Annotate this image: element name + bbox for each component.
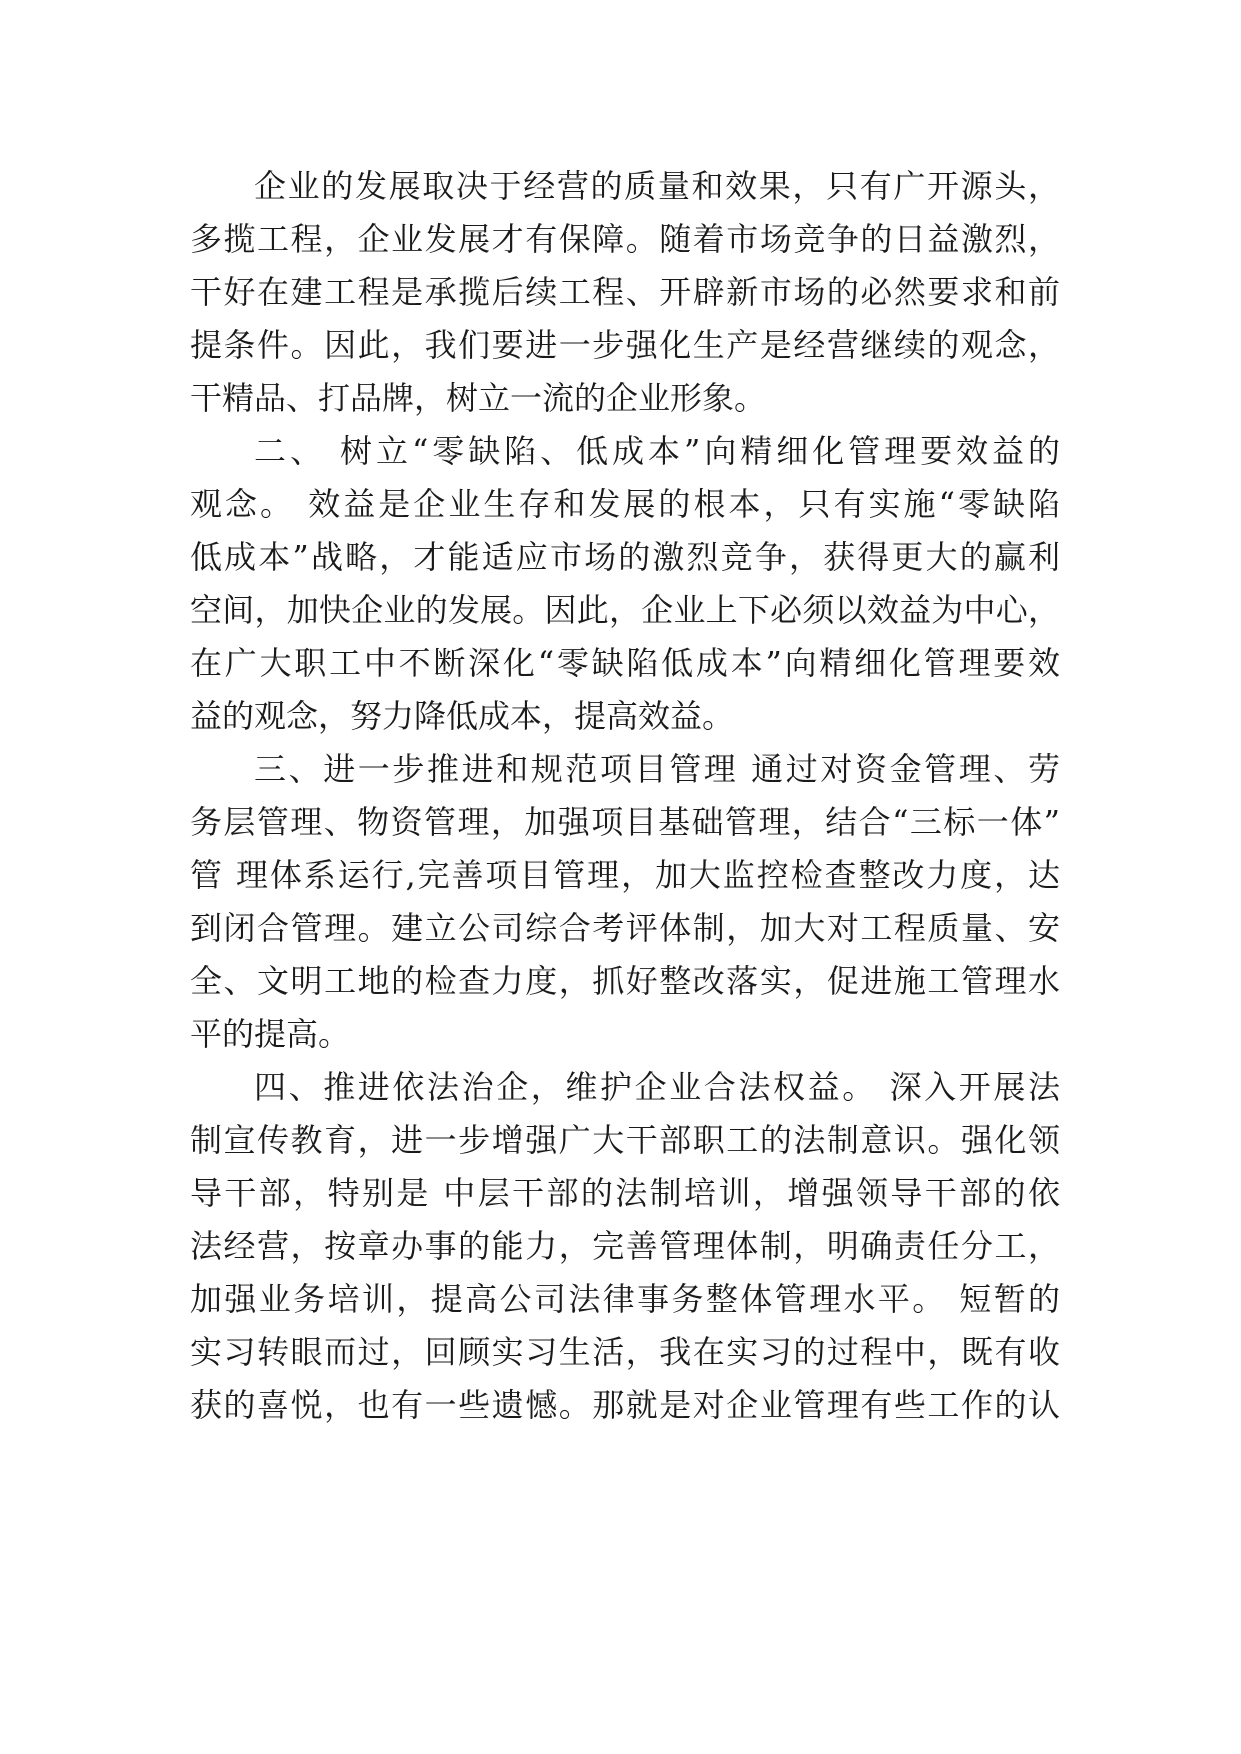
text-line: 获的喜悦，也有一些遗憾。那就是对企业管理有些工作的认 [190, 1386, 1060, 1424]
document-body [190, 160, 1060, 1432]
text-line: 干好在建工程是承揽后续工程、开辟新市场的必然要求和前 [190, 273, 1060, 311]
text-line: 益的观念，努力降低成本，提高效益。 [190, 697, 735, 735]
text-line: 全、文明工地的检查力度，抓好整改落实，促进施工管理水 [190, 962, 1060, 1000]
text-line: 务层管理、物资管理，加强项目基础管理，结合“三标一体” [190, 803, 1060, 841]
text-line: 制宣传教育，进一步增强广大干部职工的法制意识。强化领 [190, 1121, 1060, 1159]
text-line: 低成本”战略，才能适应市场的激烈竞争，获得更大的赢利 [190, 538, 1060, 576]
text-line: 导干部，特别是 中层干部的法制培训，增强领导干部的依 [190, 1174, 1060, 1212]
text-line: 加强业务培训，提高公司法律事务整体管理水平。 短暂的 [190, 1280, 1060, 1318]
text-line: 干精品、打品牌，树立一流的企业形象。 [190, 379, 767, 417]
text-line: 管 理体系运行,完善项目管理，加大监控检查整改力度，达 [190, 856, 1060, 894]
text-line: 实习转眼而过，回顾实习生活，我在实习的过程中，既有收 [190, 1333, 1060, 1371]
text-line: 在广大职工中不断深化“零缺陷低成本”向精细化管理要效 [190, 644, 1060, 682]
text-line: 空间，加快企业的发展。因此，企业上下必须以效益为中心， [190, 591, 1060, 629]
text-line: 多揽工程，企业发展才有保障。随着市场竞争的日益激烈， [190, 220, 1060, 258]
text-line: 提条件。因此，我们要进一步强化生产是经营继续的观念， [190, 326, 1060, 364]
text-line: 法经营，按章办事的能力，完善管理体制，明确责任分工， [190, 1227, 1060, 1265]
text-line: 三、进一步推进和规范项目管理 通过对资金管理、劳 [254, 750, 1060, 788]
text-line: 二、 树立“零缺陷、低成本”向精细化管理要效益的 [254, 432, 1060, 470]
text-line: 平的提高。 [190, 1015, 351, 1053]
text-line: 四、推进依法治企，维护企业合法权益。 深入开展法 [254, 1068, 1060, 1106]
text-line: 企业的发展取决于经营的质量和效果，只有广开源头， [254, 167, 1060, 205]
text-line: 观念。 效益是企业生存和发展的根本，只有实施“零缺陷 [190, 485, 1060, 523]
text-line: 到闭合管理。建立公司综合考评体制，加大对工程质量、安 [190, 909, 1060, 947]
